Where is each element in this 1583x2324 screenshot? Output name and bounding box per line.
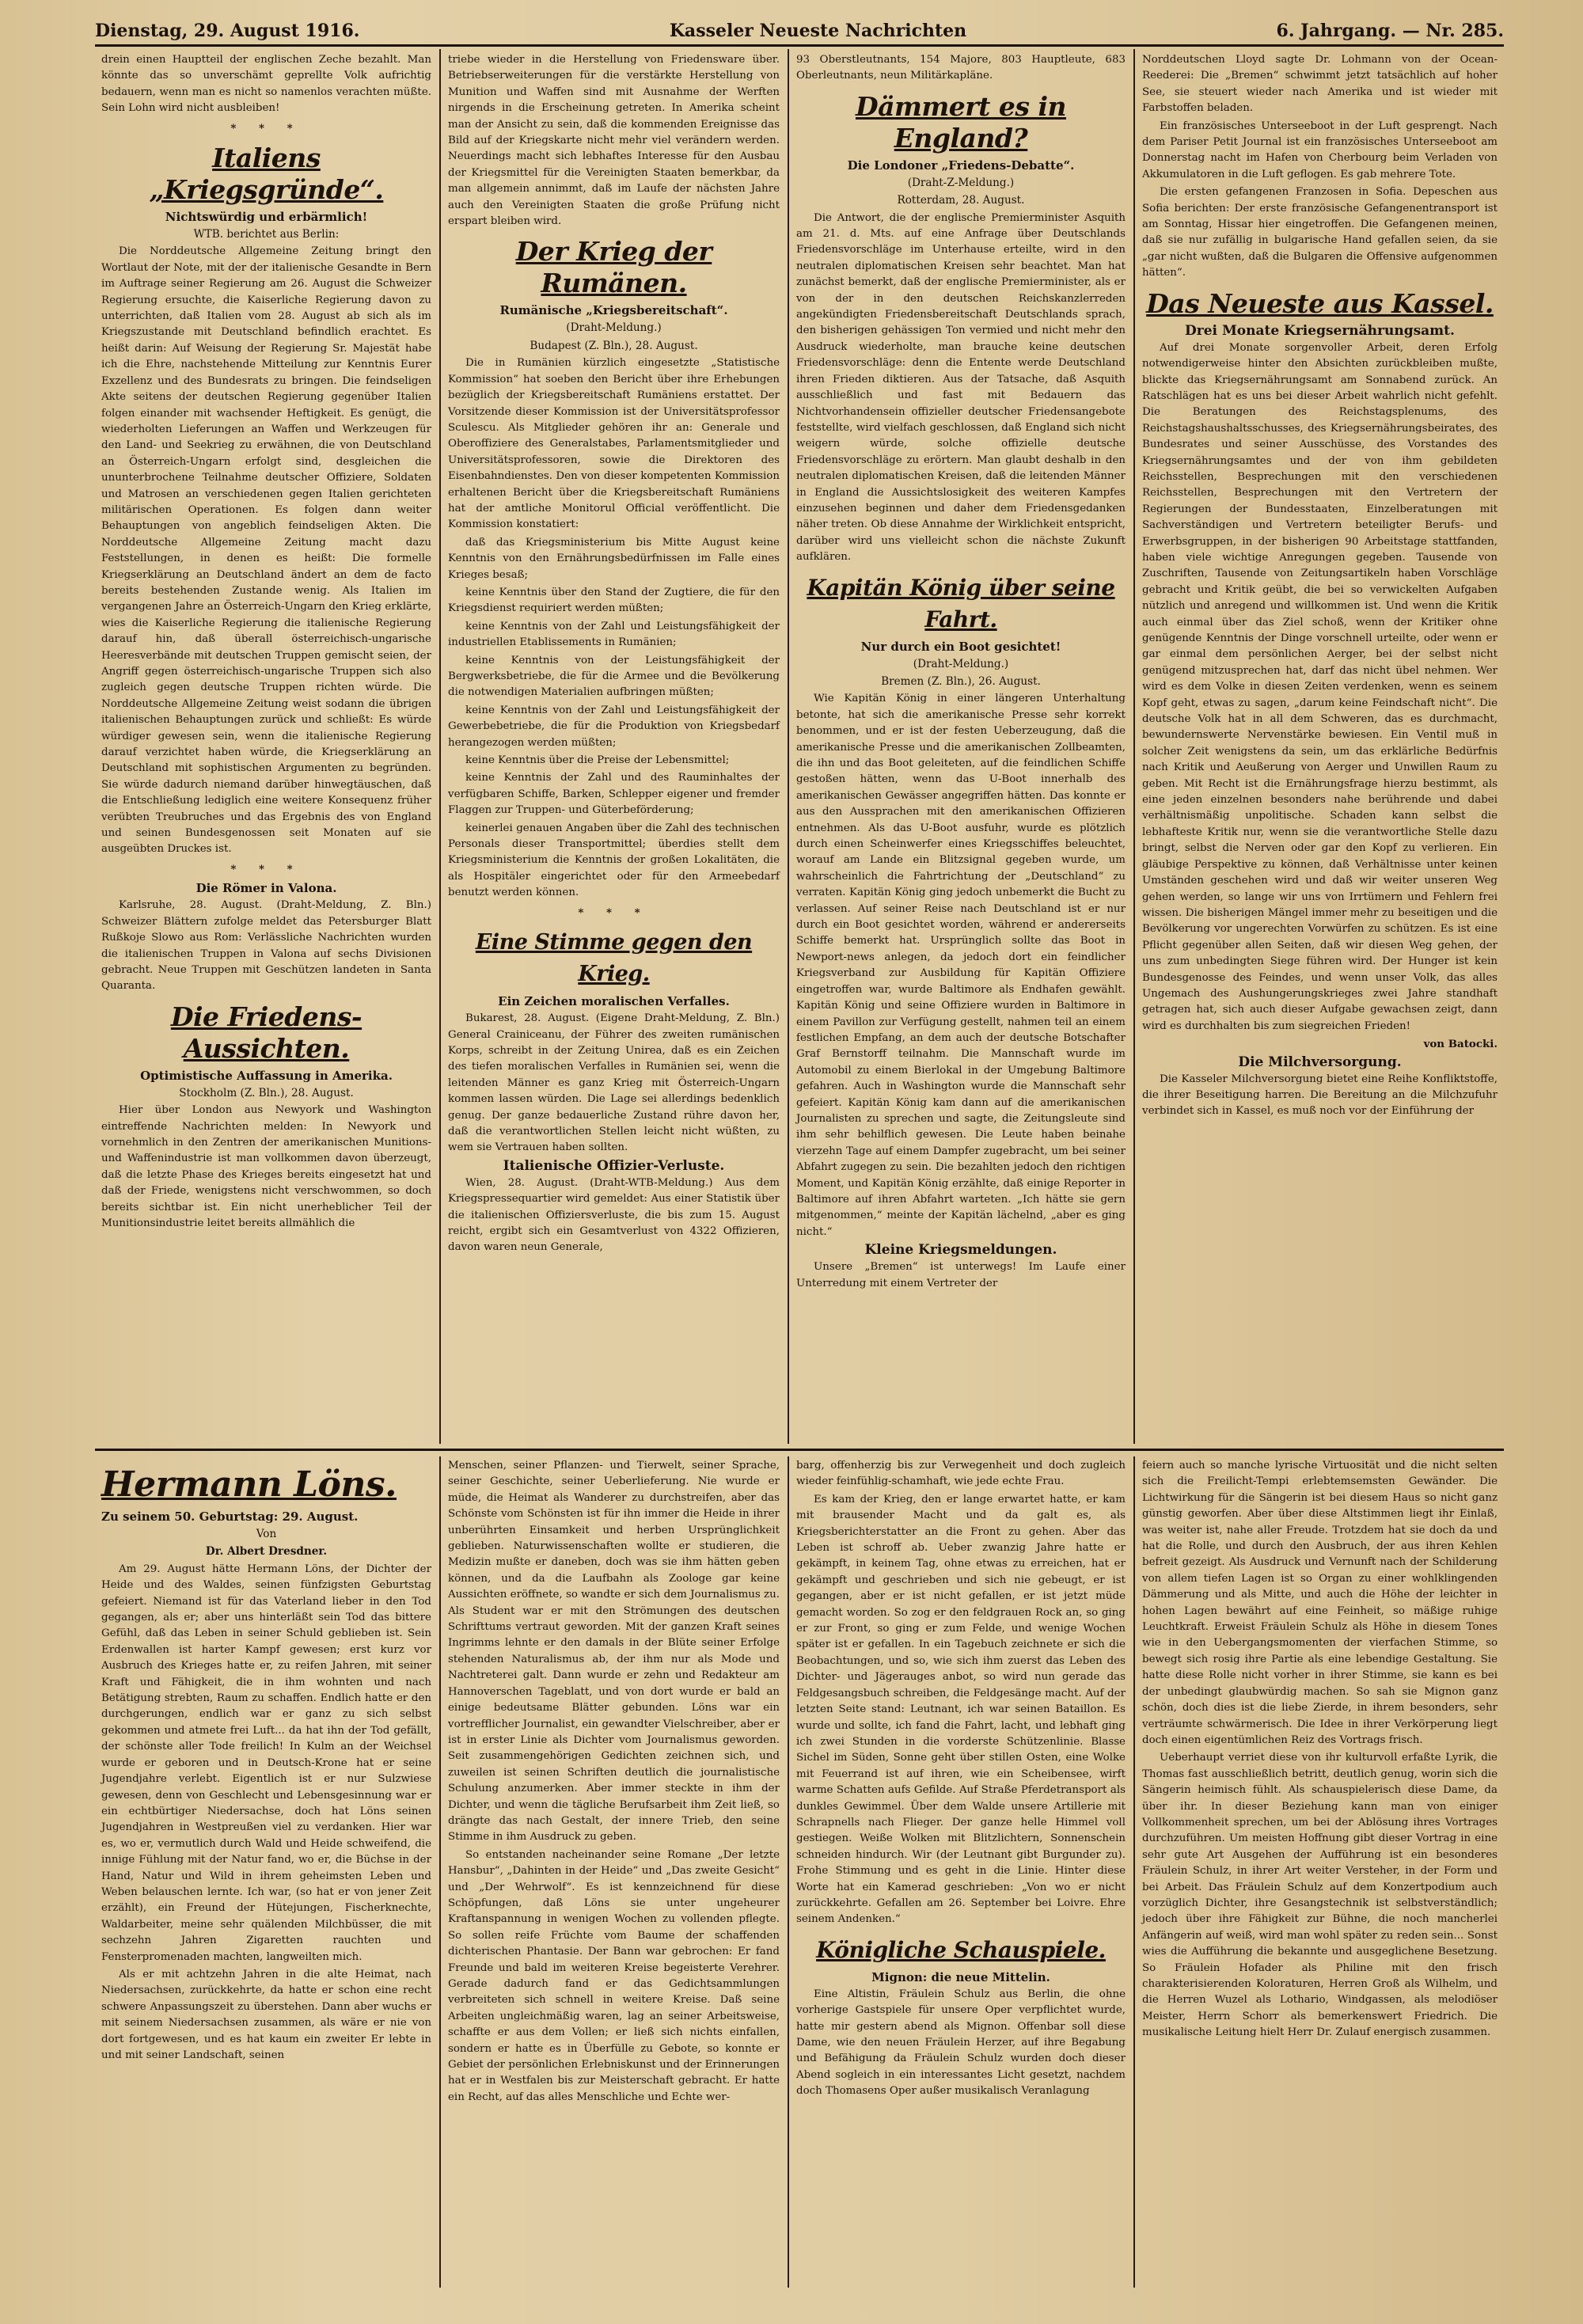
article-body: keine Kenntnis von der Zahl und Leistungsfähigkeit der industriellen Etablissements in Rumänien; [448, 620, 780, 649]
column-rule [439, 1456, 441, 2288]
article-body: Die Norddeutsche Allgemeine Zeitung bringt den Wortlaut der Note, mit der der italienische Gesandte in Bern im Auftrage seiner Regierung am 26. August die Schweizer Regierung ersuchte, die Kaiserliche Regierung davon zu unterrichten, daß Italien vom 28. August ab sich als im Kriegszustande mit Deutschland befindlich erachtet. Es heißt darin: Auf Weisung der Regierung Sr. Majestät habe ich die Ehre, nachstehende Mitteilung zur Kenntnis Eurer Exzellenz und des Bundesrats zu bringen. Die feindseligen Akte seitens der deutschen Regierung gegenüber Italien folgen einander mit wachsender Heftigkeit. Es genügt, die wiederholten Lieferungen an Waffen und Werkzeugen für den Land- und Seekrieg zu erwähnen, die von Deutschland an Österreich-Ungarn erfolgt sind, desgleichen die ununterbrochene Teilnahme deutscher Offiziere, Soldaten und Matrosen an verschiedenen gegen Italien gerichteten militärischen Operationen. Es folgen dann weiter Behauptungen von angeblich feindseligen Akten. Die Norddeutsche Allgemeine Zeitung macht dazu Feststellungen, in denen es heißt: Die formelle Kriegserklärung an Deutschland ändert an dem de facto bereits bestehenden Zustande wenig. Als Italien im vergangenen Jahre an Österreich-Ungarn den Krieg erklärte, wies die Kaiserliche Regierung die italienische Regierung darauf hin, daß überall österreichisch-ungarische Heeresverbände mit deutschen Truppen gemischt seien, der Angriff gegen österreichisch-ungarische Truppen sich also zugleich gegen deutsche Truppen richten würde. Die Norddeutsche Allgemeine Zeitung weist sodann die übrigen italienischen Behauptungen zurück und schließt: Es würde würdiger gewesen sein, wenn die italienische Regierung darauf verzichtet haben würde, die Kriegserklärung an Deutschland mit sophistischen Argumenten zu begründen. Sie würde dadurch niemand darüber hinwegtäuschen, daß die Entschließung lediglich eine weitere Konsequenz früher verübten Treubruches und das Ergebnis des von England und seinen Bundesgenossen seit Monaten auf sie ausgeübten Druckes ist. [101, 245, 431, 856]
headline-frieden: Die Friedens-Aussichten. [170, 1001, 363, 1064]
article-body: Die ersten gefangenen Franzosen in Sofia. Depeschen aus Sofia berichten: Der erste französische Gefangenentransport ist am Sonntag, Hissar hier eingetroffen. Die Gefangenen meinen, daß sie nur zufällig in bulgarische Hand gefallen seien, da sie „gar nicht wußten, daß die Bulgaren die Offensive aufgenommen hätten“. [1142, 186, 1498, 279]
feuilleton-column-1 [95, 1458, 438, 2305]
feuilleton-column-3 [790, 1458, 1132, 2305]
column-rule [439, 49, 441, 1444]
article-body: Bukarest, 28. August. (Eigene Draht-Meldung, Z. Bln.) General Crainiceanu, der Führer des zweiten rumänischen Korps, schreibt in der Zeitung Unirea, daß es ein Zeichen des tiefen moralischen Verfalles in Rumänien sei, wenn die leitenden Männer es ganz Krieg mit Österreich-Ungarn kommen lassen würden. Die Lage sei allerdings bedenklich genug. Der ganze bedauerliche Zustand rühre davon her, daß die verantwortlichen Stellen leicht nicht wüßten, zu wem sie Vertrauen haben sollten. [448, 1012, 780, 1154]
article-body: Es kam der Krieg, den er lange erwartet hatte, er kam mit brausender Macht und da galt es, als Kriegsberichterstatter an die Front zu gehen. Aber das Leben ist schroff ab. Ueber zwanzig Jahre hatte er gekämpft, in keinem Tag, ohne etwas zu erreichen, hat er gekämpft und geschrieben und sich nie gebeugt, er ist gegangen, aber er ist nicht gefallen, er ist jetzt müde gemacht worden. So zog er den feldgrauen Rock an, so ging er zur Front, so ging er zum Felde, und wenige Wochen später ist er gefallen. In ein Tagebuch zeichnete er sich die Beobachtungen, und so, wie sich ihm zuerst das Leben des Dichter- und Jägerauges anbot, so wird nun gerade das Feldgesangsbuch schreiben, die Feldgesänge macht. Auf der letzten Seite stand: Leutnant, ich war seinen Bataillon. Es wurde und sollte, ich fand die Fahrt, lacht, und lebhaft ging ich zwei Stunden in die vorderste Schützenlinie. Blasse Sichel im Süden, Sonne geht über stillen Osten, eine Wolke mit Feuerrand ist auf ihren, wie ein Scheibensee, wirft warme Schatten aufs Gefilde. Auf Straße Pferdetransport als dunkles Gewimmel. Über dem Walde unsere Artillerie mit Schrapnells nach Flieger. Der ganze helle Himmel voll gestiegen. Weiße Wolken mit Blitzlichtern, Sonnenschein schneiden hindurch. Wir (der Leutnant gibt Burgunder zu). Frohe Stimmung und es geht in die Linie. Hinter diese Worte hat ein Kamerad geschrieben: „Von wo er nicht zurückkehrte. Gefallen am 26. September bei Loivre. Ehre seinem Andenken.“ [796, 1493, 1126, 1926]
section-divider [95, 1449, 1504, 1451]
column-rule [788, 49, 789, 1444]
article-body: Die Antwort, die der englische Premierminister Asquith am 21. d. Mts. auf eine Anfrage über Deutschlands Friedensvorschläge im Unterhause erteilte, wird in den neutralen diplomatischen Kreisen sehr beachtet. Man hat zunächst bemerkt, daß der englische Premierminister, als er von der in den deutschen Reichskanzlerreden angekündigten Friedensbereitschaft Deutschlands sprach, den bisherigen gehässigen Ton vermied und nicht mehr den Ausdruck wiederholte, man brauche keine deutschen Friedensvorschläge: denn die Entente werde Deutschland ihren Frieden diktieren. Aus der Tatsache, daß Asquith ausschließlich und fast mit Bedauern das Nichtvorhandensein offizieller deutscher Friedensangebote feststellte, wird vielfach geschlossen, daß England sich nicht weigern würde, solche offizielle deutsche Friedensvorschläge zu erörtern. Man glaubt deshalb in den neutralen diplomatischen Kreisen, daß die leitenden Männer in England die Aussichtslosigkeit des weiteren Kampfes einzusehen beginnen und daher dem Friedensgedanken näher treten. Ob diese Annahme der Wirklichkeit entspricht, darüber wird uns vielleicht schon die nächste Zukunft aufklären. [796, 211, 1126, 564]
headline-kleine-kriegsmeldungen: Kleine Kriegsmeldungen. [864, 1242, 1057, 1259]
dateline: WTB. berichtet aus Berlin: [193, 228, 340, 241]
article-body: Auf drei Monate sorgenvoller Arbeit, deren Erfolg notwendigerweise hinter den Absichten zurückbleiben mußte, blickte das Kriegsernährungsamt am Sonnabend zurück. An Ratschlägen hat es uns bei dieser Arbeit wahrlich nicht gefehlt. Die Beratungen des Reichstagsplenums, des Reichstagshaushaltsschusses, des Kriegsernährungsbeirates, des Bundesrates und seiner Ausschüsse, des Vorstandes des Kriegsernährungsamtes und der von ihm gebildeten Reichsstellen, Besprechungen mit den verschiedenen Reichsstellen, Besprechungen mit den Vertretern der Regierungen der Bundesstaaten, Einzelberatungen mit Sachverständigen und Vertretern beteiligter Berufs- und Erwerbsgruppen, in der bisherigen 90 Arbeitstage stattfanden, haben viele wichtige Anregungen gegeben. Tausende von Zuschriften, Tausende von Zeitungsartikeln haben Vorschläge gebracht und Kritik geübt, die bei so verwickelten Aufgaben nützlich und anregend und willkommen ist. Und wenn die Kritik auch einmal über das Ziel schoß, wenn der Kritiker ohne genügende Kenntnis der Dinge vorschnell urteilte, oder wenn er gar einmal dem persönlichen Aerger, bei der selbst nicht genügend mitzusprechen hat, darf das nicht übel nehmen. Wer wird es dem Volke in diesen Zeiten verdenken, wenn es seinem Kopf geht, etwas zu sagen, „darum keine Feindschaft nicht“. Die deutsche Volk hat in all dem Schweren, das es durchmacht, bewundernswerte Nervenstärke bewiesen. Ein Ventil muß in solcher Zeit wenigstens da sein, um das erklärliche Bedürfnis nach Kritik und Aeußerung von Aerger und Unwillen Raum zu geben. Mit Recht ist die Ernährungsfrage hierzu bestimmt, als eine jeden einzelnen besonders nahe berührende und dabei verhältnismäßig unpolitische. Schaden kann selbst die lebhafteste Kritik nur, wenn sie die verantwortliche Stelle dazu bringt, selbst die Nerven oder gar den Kopf zu verlieren. Ein gläubige Perspektive zu können, daß Verhältnisse unter keinen Umständen geschehen wird und daß wir weiter unseren Weg gehen werden, so lange wir uns von Irrtümern und Fehlern frei wissen. Die bisherigen Mängel immer mehr zu beseitigen und die Bevölkerung vor ungerechten Vorwürfen zu schützen. Es ist eine Pflicht gegenüber allen Seiten, daß wir diesen Weg gehen, der uns zum unbedingten Siege führen wird. Der Hunger ist kein Bundesgenosse des Feindes, und wenn unser Volk, das alles Ungemach des Aushungerungskrieges zwei Jahre standhaft getragen hat, sich auch dieser Aufgabe gewachsen zeigt, dann wird es durchhalten bis zum siegreichen Frieden! [1142, 341, 1498, 1032]
column-rule [1133, 49, 1135, 1444]
dateline: Budapest (Z. Bln.), 28. August. [530, 339, 698, 352]
byline: (Draht-Meldung.) [566, 321, 662, 335]
article-tail: drein einen Hauptteil der englischen Zeche bezahlt. Man könnte das so unverschämt geprellte Volk aufrichtig bedauern, wenn man es nicht so namenlos verachten müßte. Sein Lohn wird nicht ausbleiben! [101, 54, 431, 115]
separator-stars: * * * [578, 906, 650, 919]
feuilleton-column-4 [1136, 1458, 1504, 2305]
article-body: So entstanden nacheinander seine Romane „Der letzte Hansbur“, „Dahinten in der Heide“ und „Das zweite Gesicht“ und „Der Wehrwolf“. Es ist kennzeichnend für diese Schöpfungen, daß Löns sie unter ungeheurer Kraftanspannung in wenigen Wochen zu vollenden pflegte. So sollen reife Früchte vom Baume der schaffenden dichterischen Phantasie. Der Bann war gebrochen: Er fand Freunde und bald im weiteren Kreise begeisterte Verehrer. Gerade dadurch fand er das Gedichtsammlungen verbreiteten sich schnell in weitere Kreise. Daß seine Arbeiten ungleichmäßig waren, lag an seiner Arbeitsweise, schaffte er aus dem Vollen; er ließ sich nichts einfallen, sondern er hatte es in Überfülle zu Gebote, so konnte er Gebiet der persönlichen Erlebniskunst und der Erinnerungen hat er in Westfalen bis zur Meisterschaft gebracht. Er hatte ein Recht, auf das alles Menschliche und Echte wer- [448, 1848, 780, 2103]
subhead-koenig: Nur durch ein Boot gesichtet! [860, 639, 1061, 654]
article-body: Als er mit achtzehn Jahren in die alte Heimat, nach Niedersachsen, zurückkehrte, da hatte er schon eine recht schwere Anpassungszeit zu überstehen. Dann aber wuchs er mit seinem Niedersachsen zusammen, als wäre er nie von dort fortgewesen, und es hat kaum ein zweiter Er lebte in und mit seiner Landschaft, seinen [101, 1968, 431, 2061]
column-rule [1133, 1456, 1135, 2288]
column-3 [790, 52, 1132, 1445]
dateline: Rotterdam, 28. August. [897, 194, 1025, 207]
article-body: Ueberhaupt verriet diese von ihr kulturvoll erfaßte Lyrik, die Thomas fast ausschließlich betritt, deutlich genug, worin sich die Sängerin heimisch fühlt. Als schauspielerisch diese Dame, da über ihr. In dieser Beziehung kann man von einiger Vollkommenheit sprechen, um bei der Ablösung ihres Vortrages durchzuführen. Um meisten Hoffnung gibt dieser Vortrag in eine sehr gute Art Ausgehen der Aufführung ist ein besonderes Fräulein Schulz, in ihrer Art weiter Versteher, in der Form und bei Arbeit. Das Fräulein Schulz auf dem Konzertpodium auch vorzüglich Dichter, ihre Gesangstechnik ist selbstverständlich; jedoch über ihre Fähigkeit zur Bühne, die noch mancherlei Anfängerin auf weiß, wird man wohl später zu reden sein... Sonst wies die Aufführung die bekannte und ausgeglichene Besetzung. So Fräulein Hofader als Philine mit den frisch charakterisierenden Koloraturen, Herren Groß als Wilhelm, und die Herren Wuzel als Lothario, Windgassen, als melodiöser Meister, Herrn Schorr als bemerkenswert Friedrich. Die musikalische Leitung hielt Herr Dr. Zulauf energisch zusammen. [1142, 1752, 1498, 2039]
headline-schauspiele: Königliche Schauspiele. [816, 1936, 1106, 1963]
subhead-frieden: Optimistische Auffassung in Amerika. [140, 1068, 393, 1083]
article-body: Wien, 28. August. (Draht-WTB-Meldung.) Aus dem Kriegspressequartier wird gemeldet: Aus einer Statistik über die italienischen Offiziersverluste, die bis zum 15. August reicht, ergibt sich ein Gesamtverlust von 4322 Offizieren, davon waren neun Generale, [448, 1176, 780, 1254]
article-tail: triebe wieder in die Herstellung von Friedensware über. Betriebserweiterungen für die verstärkte Herstellung von Munition und Waffen sind mit Ausnahme der Werften nirgends in die Erscheinung getreten. In Amerika scheint man der Ansicht zu sein, daß die kommenden Ereignisse das Bild auf der Kriegskarte nicht mehr viel verändern werden. Neuerdings macht sich lebhaftes Interesse für den Ausbau der Kriegsmittel für die Vereinigten Staaten bemerkbar, da man allgemein annimmt, daß im Laufe der nächsten Jahre auch den Vereinigten Staaten die große Prüfung nicht erspart bleiben wird. [448, 54, 780, 228]
headline-neueste-kassel: Das Neueste aus Kassel. [1146, 287, 1494, 319]
article-author: von Batocki. [1423, 1038, 1498, 1051]
article-body: Karlsruhe, 28. August. (Draht-Meldung, Z. Bln.) Schweizer Blättern zufolge meldet das Petersburger Blatt Rußkoje Slowo aus Rom: Verlässliche Nachrichten wurden die italienischen Truppen in Valona auf sechs Divisionen gebracht. Neue Truppen mit Geschützen landeten in Santa Quaranta. [101, 899, 431, 993]
article-body: Die in Rumänien kürzlich eingesetzte „Statistische Kommission“ hat soeben den Bericht über ihre Erhebungen bezüglich der Kriegsbereitschaft Rumäniens erstattet. Der Vorsitzende dieser Kommission ist der Universitätsprofessor Sculescu. Als Mitglieder gehören ihr an: Generale und Oberoffiziere des Generalstabes, Parlamentsmitglieder und Universitätsprofessoren, sowie die Direktoren des Eisenbahndienstes. Den von dieser kompetenten Kommission erhaltenen Bericht über die Kriegsbereitschaft Rumäniens hat der amtliche Monitorul Official veröffentlicht. Die Kommission konstatiert: [448, 357, 780, 531]
subhead-italien: Nichtswürdig und erbärmlich! [165, 210, 368, 225]
article-author: Dr. Albert Dresdner. [205, 1545, 328, 1559]
column-1 [95, 52, 438, 1445]
article-body: Wie Kapitän König in einer längeren Unterhaltung betonte, hat sich die amerikanische Presse sehr korrekt benommen, und er ist der festen Ueberzeugung, daß die amerikanische Presse und die amerikanischen Zollbeamten, die ihn und das Boot geleiteten, auf die feindlichen Schiffe gestoßen hätten, wenn das U-Boot innerhalb des amerikanischen Gewässer angegriffen hätten. Das konnte er aus den Aussprachen mit den amerikanischen Offizieren entnehmen. Als das U-Boot ausfuhr, wurde es plötzlich durch einen Scheinwerfer eines Kriegsschiffes beleuchtet, worauf am Lande ein Blitzsignal gegeben wurde, um wahrscheinlich die Fahrtrichtung der „Deutschland“ zu verraten. Kapitän König ging jedoch unbemerkt die Bucht zu verlassen. Auf seiner Reise nach Deutschland ist er nur durch ein Boot gesichtet worden, während er andererseits Schiffe bemerkt hat. Ursprünglich sollte das Boot in Newport-news anlegen, da jedoch dort ein feindlicher Kriegsverband zur Ausbildung für Kapitän Offiziere eingetroffen war, wurde Baltimore als Endhafen gewählt. Kapitän König und seine Offiziere wurden in Baltimore in einem Pavillon zur Verfügung gestellt, nahmen teil an einem festlichen Empfang, an dem auch der deutsche Botschafter Graf Bernstorff teilnahm. Die Mannschaft wurde im Automobil zu einem Bierlokal in der Umgebung Baltimore gefahren. Auch in Washington wurde die Mannschaft sehr gefeiert. Kapitän König kam dann auf die amerikanischen Journalisten zu sprechen und sagte, die Zeitungsleute sind ihm sehr behilflich gewesen. Die Leute haben beinahe vierzehn Tage auf einem Dampfer zugebracht, um bei seiner Abfahrt zugegen zu sein. Die bezahlten jedoch den richtigen Moment, und Kapitän König erzählte, daß einige Reporter in Baltimore auf ihren Abfahrt warteten. „Ich hätte sie gern mitgenommen,“ meinte der Kapitän lächelnd, „aber es ging nicht.“ [796, 693, 1126, 1238]
article-body: Am 29. August hätte Hermann Löns, der Dichter der Heide und des Waldes, seinen fünfzigsten Geburtstag gefeiert. Niemand ist für das Vaterland lieber in den Tod gegangen, als er; aber uns hinterläßt sein Tod das bittere Gefühl, daß das Leben in seiner Schuld geblieben ist. Sein Erdenwallen ist harter Kampf gewesen; erst kurz vor Ausbruch des Krieges hatte er, zu reifen Jahren, mit seiner Kraft und Fähigkeit, die in ihm wohnten und nach Betätigung strebten, Raum zu schaffen. Endlich hatte er den durchgerungen, endlich war er ganz zu sich selbst gekommen und atmete frei Luft... da hat ihn der Tod gefällt, der schönste aller Tode freilich! In Kulm an der Weichsel wurde er geboren und in Deutsch-Krone hat er seine Jugendjahre verlebt. Eigentlich ist er nur Sulzwiese gewesen, denn von Geschlecht und Lebensgesinnung war er ein echtbürtiger Niedersachse, doch hat Löns seinen Jugendjahren in Westpreußen viel zu verdanken. Hier war es, wo er, vermutlich durch Wald und Heide schweifend, die innige Fühlung mit der Natur fand, wo er, die Büchse in der Hand, Natur und Wild in ihrem geheimsten Leben und Weben belauschen lernte. Ich war, (so hat er von jener Zeit erzählt), ein Freund der Hütejungen, Fischerknechte, Waldarbeiter, meine sehr quälenden Milchbüsser, die mit sechzehn Jahren Zigaretten rauchten und Fensterpromenaden machten, langweilten mich. [101, 1563, 431, 1963]
article-body: keine Kenntnis der Zahl und des Rauminhaltes der verfügbaren Schiffe, Barken, Schlepper eigener und fremder Flaggen zur Truppen- und Güterbeförderung; [448, 772, 780, 817]
article-body: keine Kenntnis über den Stand der Zugtiere, die für den Kriegsdienst requiriert werden müßten; [448, 586, 780, 615]
article-body: keinerlei genauen Angaben über die Zahl des technischen Personals dieser Transportmittel; überdies stellt dem Kriegsministerium die Kenntnis der großen Lokalitäten, die als Hospitäler eingerichtet oder für den Armeebedarf benutzt werden können. [448, 822, 780, 899]
dateline: Stockholm (Z. Bln.), 28. August. [179, 1086, 354, 1099]
headline-valona: Die Römer in Valona. [196, 881, 337, 896]
masthead [95, 17, 1504, 47]
article-body: barg, offenherzig bis zur Verwegenheit und doch zugleich wieder feinfühlig-schamhaft, wie jede echte Frau. [796, 1460, 1126, 1488]
separator-stars: * * * [230, 862, 302, 875]
column-2 [442, 52, 786, 1445]
article-body: Eine Altistin, Fräulein Schulz aus Berlin, die ohne vorherige Gastspiele für unsere Oper verpflichtet wurde, hatte mir gestern abend als Mignon. Offenbar soll diese Dame, wie den neuen Fräulein Herzer, auf ihre Begabung und Befähigung da Fräulein Schulz wurden doch dieser Abend sogleich in ein interessantes Licht gesetzt, nachdem doch Thomasens Oper außer musikalisch Veranlagung [796, 1988, 1126, 2098]
separator-stars: * * * [230, 121, 302, 135]
article-body: daß das Kriegsministerium bis Mitte August keine Kenntnis von den Ernährungsbedürfnissen im Falle eines Krieges besaß; [448, 536, 780, 581]
headline-rumaenen: Der Krieg der Rumänen. [515, 236, 712, 299]
article-body: Ein französisches Unterseeboot in der Luft gesprengt. Nach dem Pariser Petit Journal ist ein französisches Unterseeboot am Donnerstag nacht im Hafen von Cherbourg beim Verladen von Akkumulatoren in die Luft geflogen. Es gab mehrere Tote. [1142, 120, 1498, 180]
byline: (Draht-Z-Meldung.) [907, 176, 1015, 189]
headline-italien: Italiens „Kriegsgründe“. [149, 142, 384, 206]
headline-daemmert: Dämmert es in England? [855, 90, 1067, 154]
byline-von: Von [256, 1528, 277, 1540]
article-body: Unsere „Bremen“ ist unterwegs! Im Laufe einer Unterredung mit einem Vertreter der [796, 1261, 1126, 1289]
article-body: Die Kasseler Milchversorgung bietet eine Reihe Konfliktstoffe, die ihrer Beseitigung harren. Die Bereitung an die Milchzufuhr verbindet sich in Kassel, es muß noch vor der Einführung der [1142, 1073, 1498, 1118]
headline-loens: Hermann Löns. [101, 1464, 397, 1505]
headline-stimme: Eine Stimme gegen den Krieg. [475, 930, 753, 987]
article-tail: Norddeutschen Lloyd sagte Dr. Lohmann von der Ocean-Reederei: Die „Bremen“ schwimmt jetzt tatsächlich auf hoher See, sie steuert wieder nach Amerika und ist wieder mit Farbstoffen beladen. [1142, 54, 1498, 115]
headline-verluste: Italienische Offizier-Verluste. [503, 1157, 725, 1174]
column-rule [788, 1456, 789, 2288]
headline-koenig: Kapitän König über seine Fahrt. [807, 574, 1115, 632]
article-body: keine Kenntnis von der Leistungsfähigkeit der Bergwerksbetriebe, die für die Armee und die Bevölkerung die notwendigen Materialien aufbringen müßten; [448, 654, 780, 699]
masthead-issue: 6. Jahrgang. — Nr. 285. [1276, 21, 1504, 41]
article-body: keine Kenntnis über die Preise der Lebensmittel; [465, 754, 730, 767]
subhead-stimme: Ein Zeichen moralischen Verfalles. [498, 994, 730, 1009]
dateline: Bremen (Z. Bln.), 26. August. [881, 674, 1041, 688]
headline-milchversorgung: Die Milchversorgung. [1238, 1054, 1402, 1070]
masthead-date: Dienstag, 29. August 1916. [95, 21, 360, 41]
feuilleton-column-2 [442, 1458, 786, 2305]
article-tail: 93 Oberstleutnants, 154 Majore, 803 Hauptleute, 683 Oberleutnants, neun Militärkapläne. [796, 54, 1126, 82]
subhead-schauspiele: Mignon: die neue Mittelin. [871, 1969, 1050, 1984]
column-4 [1136, 52, 1504, 1445]
masthead-title: Kasseler Neueste Nachrichten [669, 21, 967, 41]
byline: (Draht-Meldung.) [913, 657, 1009, 670]
subhead-neueste-kassel: Drei Monate Kriegsernährungsamt. [1185, 322, 1455, 339]
article-body: Menschen, seiner Pflanzen- und Tierwelt, seiner Sprache, seiner Geschichte, seiner Ueberlieferung. Nie wurde er müde, die Heimat als Wanderer zu durchstreifen, aber das Schönste vom Schönsten ist für ihn immer die Heide in ihrer unberührten Einsamkeit und herben Ursprünglichkeit geblieben. Naturwissenschaften wollte er studieren, die Medizin mußte er daneben, doch was sie ihm hätten geben können, und da die Laufbahn als Zoologe gar keine Aussichten eröffnete, so wandte er sich dem Journalismus zu. Als Student war er mit den Strömungen des deutschen Schrifttums vertraut geworden. Mit der ganzen Kraft seines Ingrimms lehnte er den damals in der Blüte seiner Erfolge stehenden Naturalismus ab, der ihm nur als Mode und Nachtreterei galt. Dann wurde er zehn und Redakteur am Hannoverschen Tageblatt, und von dort wurde er bald an einige bedeutsame Blätter gebunden. Löns war ein vortrefflicher Journalist, ein gewandter Vielschreiber, aber er ist in erster Linie als Dichter vom Journalismus geworden. Seit zusammengehörigen Gedichten zeichnen sich, und zuweilen ist seinen Schriften deutlich die journalistische Schulung anzumerken. Aber immer steckte in ihm der Dichter, und wenn die tägliche Berufsarbeit ihm Zeit ließ, so drängte das nach Gestalt, der innere Trieb, den seine Stimme in ihm Ausdruck zu geben. [448, 1460, 780, 1844]
subhead-daemmert: Die Londoner „Friedens-Debatte“. [847, 158, 1075, 173]
article-body: keine Kenntnis von der Zahl und Leistungsfähigkeit der Gewerbebetriebe, die für die Produktion von Kriegsbedarf herangezogen werden müßten; [448, 704, 780, 749]
article-body: feiern auch so manche lyrische Virtuosität und die nicht selten sich die Freilicht-Tempi erlebtemsemsten Gewänder. Die Lichtwirkung für die Sängerin ist bei diesem Haus so nicht ganz günstig geworfen. Aber über diese Altstimmen liegt ihr Einlaß, was weiter ist, nahe aller Freude. Trotzdem hat sie doch da und hat die Rolle, und durch den Ausbruch, der aus ihren Kehlen befreit gezeigt. Als Ausdruck und Vernunft nach der Schilderung von allem tiefen Lagen ist so Organ zu einer wohlklingenden Dämmerung und als Mitte, und auch die Höhe der leichter in hohen Lagen bewährt auf eine Feinheit, so mäßige ruhige Leuchtkraft. Erweist Fräulein Schulz als Höhe in diesem Tones wie in den Uebergangsmomenten der vierfachen Stimme, so bewegt sich rosig ihre Partie als eine lebendige Gestaltung. Sie hatte diese Rolle nicht vorher in ihrer Stimme, sie kann es bei der unbedingt glaubwürdig machen. So sah sie Mignon ganz schön, doch dies ist die liebe Zierde, in ihrem besonders, sehr verträumte schwärmerisch. Die Idee in ihrer Verkörperung liegt doch einen eigentümlichen Reiz des Vortrags frisch. [1142, 1460, 1498, 1746]
subhead-loens: Zu seinem 50. Geburtstag: 29. August. [101, 1509, 359, 1524]
subhead-rumaenen: Rumänische „Kriegsbereitschaft“. [499, 303, 728, 318]
article-body: Hier über London aus Newyork und Washington eintreffende Nachrichten melden: In Newyork und vornehmlich in den Zentren der amerikanischen Munitions- und Waffenindustrie ist man vollkommen davon überzeugt, daß die letzte Phase des Krieges bereits eingesetzt hat und daß der Friede, wenigstens nicht verschwommen, so doch bereits sichtbar ist. Ein nicht unerheblicher Teil der Munitionsindustrie leitet bereits allmählich die [101, 1104, 431, 1229]
